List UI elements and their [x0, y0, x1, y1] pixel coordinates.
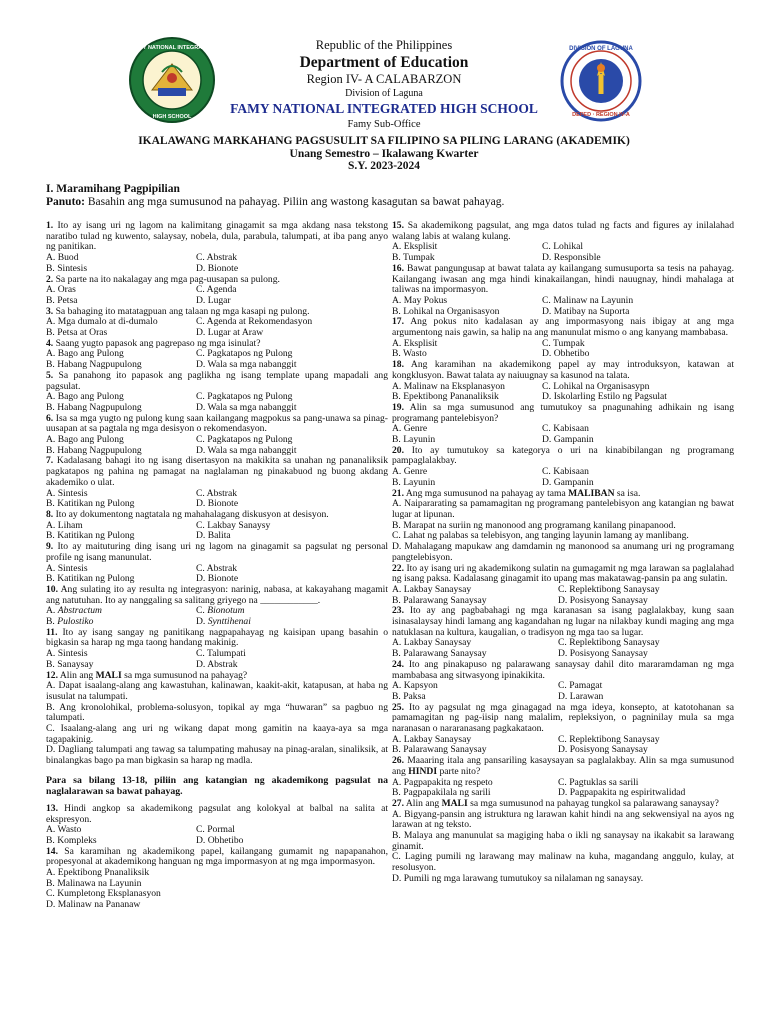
answer-option[interactable]: B. Malinawa na Layunin	[46, 877, 142, 889]
question-item	[392, 703, 734, 757]
answer-option[interactable]: D. Posisyong Sanaysay	[558, 648, 648, 660]
answer-options	[46, 285, 388, 306]
question-text	[392, 264, 734, 296]
question-stem: Ang mga sumusunod na pahayag ay tama MALIBAN sa isa.	[404, 487, 641, 499]
exam-school-year: S.Y. 2023-2024	[347, 160, 421, 172]
question-stem: Sa panahong ito papasok ang paglikha ng isang template upang mapadali ang pagsulat.	[46, 369, 388, 392]
question-text	[46, 371, 388, 392]
answer-option[interactable]: B. Pagpapakilala ng sarili	[392, 787, 491, 799]
question-text	[46, 456, 388, 488]
question-number: 15.	[392, 220, 404, 231]
answer-option[interactable]: A. Kapsyon	[392, 680, 438, 692]
division-seal-logo	[560, 40, 648, 128]
answer-option[interactable]: A. Oras	[46, 284, 76, 296]
answer-option-text: Pulostiko	[57, 616, 94, 628]
answer-options	[392, 242, 734, 263]
answer-options	[46, 521, 388, 542]
svg-text:DIVISION OF LAGUNA: DIVISION OF LAGUNA	[569, 46, 633, 52]
question-item	[46, 628, 388, 671]
question-text	[392, 756, 734, 777]
question-text	[46, 804, 388, 825]
answer-option[interactable]: B. Petsa at Oras	[46, 327, 108, 339]
directions-label: Panuto:	[46, 196, 85, 208]
answer-option[interactable]: A. Buod	[46, 252, 79, 264]
question-item	[392, 360, 734, 403]
section-instruction: Para sa bilang 13-18, piliin ang katangian ng akademikong pagsulat na naglalarawan sa bawat pahayag.	[46, 774, 388, 797]
question-stem: Ito ay isang uri ng akademikong sulatin na gumagamit ng mga larawan sa paglalahad ng isang paksa. Kadalasang ginagamit ito upang mas makatawag-pansin pa ang sulatin.	[392, 562, 734, 585]
question-stem: Ang sulating ito ay resulta ng integrasyon: narinig, nabasa, at kakayahang magamit ang natutuhan. Ito ay nanggaling sa salitang griyego na ____________.	[46, 583, 388, 606]
answer-option[interactable]: D. Abstrak	[196, 658, 238, 670]
svg-text:FAMY NATIONAL INTEGRATED: FAMY NATIONAL INTEGRATED	[131, 45, 213, 51]
answer-option[interactable]: C. Agenda at Rekomendasyon	[196, 316, 313, 328]
question-stem: Sa parte na ito nakalagay ang mga pag-uusapan sa pulong.	[53, 273, 280, 285]
answer-options	[46, 606, 388, 627]
answer-option[interactable]: B. Katitikan ng Pulong	[46, 573, 135, 585]
answer-option[interactable]: B. Paksa	[392, 690, 426, 702]
answer-option[interactable]: C. Abstrak	[196, 562, 238, 574]
question-stem: Sa karamihan ng akademikong papel, kailangang gumamit ng napapanahon, propesyonal at akademikong hanguan ng mga impormasyon at ng mga impormasyon.	[46, 845, 388, 868]
answer-option[interactable]: A. Epektibong Pnanaliksik	[46, 867, 150, 879]
answer-option[interactable]: A. Genre	[392, 466, 428, 478]
question-stem: Isa sa mga yugto ng pulong kung saan kailangang magpokus sa pang-unawa sa pinag-uusapan at sa pagtala ng mga desisyon o rekomendasyon.	[46, 412, 388, 435]
question-number: 27.	[392, 797, 404, 809]
question-item	[46, 371, 388, 414]
answer-option[interactable]: B. Sanaysay	[46, 658, 94, 670]
question-stem: Maaaring itala ang pansariling kasaysayan sa paglalakbay. Alin sa mga sumusunod ang HINDI parte nito?	[392, 755, 734, 777]
department-line: Department of Education	[299, 54, 469, 71]
school-name: FAMY NATIONAL INTEGRATED HIGH SCHOOL	[230, 101, 538, 116]
answer-option[interactable]: C. Pamagat	[558, 680, 603, 692]
question-number: 18.	[392, 359, 404, 371]
answer-options	[392, 735, 734, 756]
answer-option[interactable]: A. Dapat isaalang-alang ang kawastuhan, kalinawan, kaakit-akit, katapusan, at haba ng isusulat na talumpati.	[46, 680, 388, 702]
right-question-column	[392, 221, 734, 885]
answer-options	[46, 489, 388, 510]
question-item	[46, 671, 388, 767]
question-item	[46, 585, 388, 628]
section-header	[46, 183, 504, 209]
answer-option[interactable]: B. Habang Nagpupulong	[46, 359, 142, 371]
answer-option[interactable]: C. Pagkatapos ng Pulong	[196, 434, 293, 446]
left-question-column	[46, 221, 388, 911]
question-number: 5.	[46, 369, 54, 381]
answer-option[interactable]: D. Matibay na Suporta	[542, 305, 630, 317]
answer-options	[392, 382, 734, 403]
answer-option[interactable]: B. Malaya ang manunulat sa magiging haba o ikli ng sanaysay na ikakabit sa larawang ginamit.	[392, 830, 734, 852]
question-number: 10.	[46, 583, 58, 595]
question-number: 12.	[46, 669, 58, 681]
answer-option[interactable]: A. Lakbay Sanaysay	[392, 733, 472, 745]
question-number: 17.	[392, 316, 404, 328]
question-text	[46, 585, 388, 606]
answer-option-list	[392, 810, 734, 885]
answer-option[interactable]: B. Ang kronolohikal, problema-solusyon, topikal ay mga “huwaran” sa pagbuo ng talumpati.	[46, 701, 388, 724]
answer-option[interactable]: C. Malinaw na Layunin	[542, 294, 634, 306]
exam-semester: Unang Semestro – Ikalawang Kwarter	[289, 147, 479, 160]
question-number: 8.	[46, 508, 54, 520]
question-text	[392, 317, 734, 338]
question-text	[392, 446, 734, 467]
question-stem: Ito ay ang pagbabahagi ng mga karanasan sa isang paglalakbay, kung saan isinasalaysay hindi lamang ang kagandahan ng lugar na nilakbay kundi maging ang mga natuklasan na kultura, kaugalian, o tradisyon ng mga tao sa lugar.	[392, 605, 734, 638]
answer-option[interactable]: D. Mahalagang mapukaw ang damdamin ng manonood sa anumang uri ng programang pangtelebisyon.	[392, 541, 734, 563]
answer-option[interactable]: D. Bionote	[196, 262, 239, 274]
answer-option[interactable]: A. Bigyang-pansin ang istruktura ng larawan kahit hindi na ang sekwensiyal na ayos ng larawan at ng teksto.	[392, 808, 734, 831]
answer-option[interactable]: C. Kabisaan	[542, 466, 589, 478]
question-number: 23.	[392, 605, 404, 617]
answer-option[interactable]: D. Lugar at Araw	[196, 327, 264, 339]
answer-option[interactable]: A. Liham	[46, 519, 83, 531]
question-stem: Ang pokus nito kadalasan ay ang impormasyong nais ibigay at ang mga argumentong nais gawin, sa halip na ang manunulat mismo o ang kanyang mambabasa.	[392, 316, 734, 339]
question-stem: Alin ang MALI sa mga sumusunod na pahayag tungkol sa palarawang sanaysay?	[404, 797, 719, 809]
question-text	[392, 221, 734, 242]
answer-option[interactable]: D. Pagpapakita ng espiritwalidad	[558, 787, 686, 799]
answer-option[interactable]: D. Balita	[196, 530, 231, 542]
answer-option[interactable]: B. Wasto	[392, 348, 427, 360]
answer-option-text: Abstractum	[57, 605, 102, 617]
question-item	[46, 307, 388, 339]
answer-option[interactable]: C. Pagkatapos ng Pulong	[196, 391, 293, 403]
question-text	[392, 403, 734, 424]
question-text	[46, 847, 388, 868]
answer-option[interactable]: A. Pagpapakita ng respeto	[392, 776, 493, 788]
question-stem: Alin ang MALI sa mga sumusunod na pahayag?	[58, 669, 248, 681]
suboffice-line: Famy Sub-Office	[347, 119, 421, 130]
answer-option[interactable]: C. Lahat ng palabas sa telebisyon, ang tanging layunin lamang ay manlibang.	[392, 530, 689, 542]
answer-option[interactable]: D. Responsible	[542, 252, 601, 264]
answer-option[interactable]: A. Genre	[392, 423, 428, 435]
question-number: 24.	[392, 658, 404, 670]
answer-option[interactable]: C. Replektibong Sanaysay	[558, 637, 660, 649]
question-stem: Ito ay pagsulat ng mga ginagagad na mga ideya, konsepto, at katotohanan sa pamamagitan ng pag-iisip nang malalim, repleksiyon, o pagninilay mula sa mga naranasan o nararanasang pagkakataon.	[392, 701, 734, 735]
svg-text:DEPED · REGION IV-A: DEPED · REGION IV-A	[572, 112, 630, 118]
question-stem: Ito ay isang uri ng lagom na kalimitang ginagamit sa mga akdang nasa tekstong naratibo tulad ng kuwento, salaysay, nobela, dula, parabula, talumpati, at iba pang anyo ng panitikan.	[46, 220, 388, 253]
question-item	[392, 564, 734, 607]
answer-option[interactable]: D. Posisyong Sanaysay	[558, 594, 648, 606]
answer-option[interactable]: C. Replektibong Sanaysay	[558, 733, 660, 745]
answer-option[interactable]: C. Tumpak	[542, 337, 585, 349]
answer-option[interactable]: D. Obhetibo	[542, 348, 590, 360]
answer-option[interactable]: B. Petsa	[46, 294, 78, 306]
answer-option[interactable]: D. Dagliang talumpati ang tawag sa talumpating mahusay na pinag-aralan, sinaliksik, at binalangkas bago pa man bigkasin sa harap ng madla.	[46, 744, 388, 767]
answer-options	[392, 638, 734, 659]
answer-option[interactable]: B. Katitikan ng Pulong	[46, 498, 135, 510]
answer-option[interactable]: C. Agenda	[196, 284, 237, 296]
division-line: Division of Laguna	[345, 88, 423, 99]
question-text	[392, 360, 734, 381]
question-stem: Ito ay maituturing ding isang uri ng lagom na ginagamit sa pagsulat ng personal profile ng isang manunulat.	[46, 541, 388, 563]
region-line: Region IV- A CALABARZON	[306, 72, 462, 86]
answer-option[interactable]: D. Lugar	[196, 294, 231, 306]
question-stem: Ang karamihan na akademikong papel ay may introduksyon, katawan at kongklusyon. Bawat talata ay naiuugnay sa kasunod na talata.	[392, 359, 734, 381]
question-text	[46, 221, 388, 253]
answer-options	[46, 564, 388, 585]
answer-option[interactable]: A. Sintesis	[46, 648, 88, 660]
question-item	[392, 317, 734, 360]
answer-option[interactable]: B. Lohikal na Organisasyon	[392, 305, 500, 317]
answer-option[interactable]: B. Tumpak	[392, 252, 435, 264]
answer-options	[46, 317, 388, 338]
document-header	[0, 0, 768, 135]
answer-options	[46, 825, 388, 846]
question-number: 20.	[392, 444, 404, 456]
exam-title-block	[0, 135, 768, 173]
answer-option[interactable]: B. Marapat na suriin ng manonood ang programang kanilang pinapanood.	[392, 519, 676, 531]
question-number: 14.	[46, 845, 58, 857]
question-number: 16.	[392, 262, 404, 274]
answer-option[interactable]: C. Pagtuklas sa sarili	[558, 776, 639, 788]
answer-options	[392, 296, 734, 317]
question-number: 22.	[392, 562, 404, 574]
answer-option[interactable]: A. Naipararating sa pamamagitan ng programang pantelebisyon ang katangian ng bawat lugar at lipunan.	[392, 498, 734, 520]
answer-option[interactable]: C. Kabisaan	[542, 423, 589, 435]
answer-option[interactable]: B. Layunin	[392, 434, 436, 446]
answer-option[interactable]: D. Pumili ng mga larawang tumutukoy sa nilalaman ng sanaysay.	[392, 872, 644, 884]
answer-option[interactable]: B. Sintesis	[46, 262, 88, 274]
question-item	[46, 339, 388, 371]
answer-options	[392, 424, 734, 445]
question-number: 3.	[46, 305, 54, 317]
question-item	[46, 414, 388, 457]
answer-option[interactable]: D. Wala sa mga nabanggit	[196, 401, 297, 413]
answer-option[interactable]: D. Bionote	[196, 498, 239, 510]
answer-options	[46, 253, 388, 274]
question-number: 21.	[392, 487, 404, 499]
answer-option-list	[392, 499, 734, 563]
question-number: 1.	[46, 220, 54, 231]
answer-option[interactable]: B. Palarawang Sanaysay	[392, 744, 487, 756]
answer-options	[392, 339, 734, 360]
svg-text:HIGH SCHOOL: HIGH SCHOOL	[152, 114, 192, 120]
question-stem: Sa bahaging ito matatagpuan ang talaan ng mga kasapi ng pulong.	[53, 305, 310, 317]
question-item	[46, 804, 388, 847]
question-item	[392, 660, 734, 703]
answer-option[interactable]: C. Lohikal na Organisasypn	[542, 380, 650, 392]
question-text	[46, 542, 388, 563]
answer-options	[392, 778, 734, 799]
question-item	[46, 542, 388, 585]
question-stem: Sa akademikong pagsulat, ang mga datos tulad ng facts and figures ay inilalahad walang labis at walang kulang.	[392, 220, 734, 242]
answer-option[interactable]: D. Wala sa mga nabanggit	[196, 444, 297, 456]
answer-option[interactable]: C. Kumpletong Eksplanasyon	[46, 888, 161, 900]
question-stem: Ito ay tumutukoy sa kategorya o uri na kinabibilangan ng programang pampaglalakbay.	[392, 444, 734, 467]
answer-option[interactable]: B. Palarawang Sanaysay	[392, 594, 487, 606]
answer-option[interactable]: D. Iskolarling Estilo ng Pagsulat	[542, 391, 667, 403]
answer-option[interactable]: A. Wasto	[46, 824, 82, 836]
question-number: 13.	[46, 802, 58, 814]
answer-option[interactable]: C. Pagkatapos ng Pulong	[196, 348, 293, 360]
question-stem: Alin sa mga sumusunod ang tumutukoy sa pnagunahing adhikain ng isang programang pantelebisyon?	[392, 401, 734, 424]
question-stem: Saang yugto papasok ang pagrepaso ng mga isinulat?	[53, 337, 261, 349]
question-stem: Ito ay dokumentong nagtatala ng mahahalagang diskusyon at desisyon.	[53, 508, 329, 520]
answer-option[interactable]: D. Larawan	[558, 690, 604, 702]
question-stem: Hindi angkop sa akademikong pagsulat ang kolokyal at balbal na salita at ekspresyon.	[46, 802, 388, 825]
exam-title: IKALAWANG MARKAHANG PAGSUSULIT SA FILIPINO SA PILING LARANG (AKADEMIK)	[138, 135, 630, 147]
question-item	[392, 446, 734, 489]
answer-option[interactable]: A. May Pokus	[392, 294, 448, 306]
question-number: 25.	[392, 701, 404, 713]
question-item	[392, 264, 734, 318]
answer-option[interactable]: D. Posisyong Sanaysay	[558, 744, 648, 756]
question-text	[46, 414, 388, 435]
answer-option[interactable]: C. Abstrak	[196, 487, 238, 499]
question-text	[392, 703, 734, 735]
question-item	[392, 489, 734, 564]
answer-option[interactable]: B. Palarawang Sanaysay	[392, 648, 487, 660]
answer-option[interactable]: A. Bago ang Pulong	[46, 391, 124, 403]
answer-option[interactable]: A. Eksplisit	[392, 337, 438, 349]
question-stem: Ito ay isang sangay ng panitikang nagpapahayag ng kaisipan upang basahin o bigkasin sa harap ng mga taong handang makinig.	[46, 626, 388, 649]
answer-options	[46, 392, 388, 413]
directions-text: Basahin ang mga sumusunod na pahayag. Piliin ang wastong kasagutan sa bawat pahayag.	[84, 196, 505, 208]
answer-option[interactable]: A. Abstractum	[46, 605, 102, 617]
answer-option[interactable]: D. Obhetibo	[196, 834, 244, 846]
question-item	[392, 756, 734, 799]
answer-options	[46, 349, 388, 370]
answer-option[interactable]: A. Bago ang Pulong	[46, 434, 124, 446]
question-number: 11.	[46, 626, 58, 638]
question-number: 19.	[392, 401, 404, 413]
question-number: 9.	[46, 541, 54, 553]
question-number: 2.	[46, 273, 54, 285]
answer-option[interactable]: B. Kompleks	[46, 834, 97, 846]
answer-options	[46, 435, 388, 456]
question-stem: Bawat pangungusap at bawat talata ay kailangang sumusuporta sa tesis na pahayag. Kailangang iwasan ang mga hindi kinakailangan, hindi nauugnay, hindi mahalaga at taliwas na impormasyon.	[392, 262, 734, 296]
question-number: 4.	[46, 337, 54, 349]
question-item	[392, 221, 734, 264]
directions	[46, 196, 504, 209]
answer-option[interactable]: A. Eksplisit	[392, 241, 438, 253]
answer-option[interactable]: A. Sintesis	[46, 562, 88, 574]
question-number: 26.	[392, 755, 404, 767]
answer-option[interactable]: C. Pormal	[196, 824, 235, 836]
answer-option[interactable]: A. Lakbay Sanaysay	[392, 583, 472, 595]
question-item	[392, 403, 734, 446]
answer-option-text: Bionotum	[207, 605, 245, 617]
answer-option[interactable]: B. Pulostiko	[46, 616, 94, 628]
answer-option[interactable]: B. Layunin	[392, 476, 436, 488]
answer-option[interactable]: C. Laging pumili ng larawang may malinaw na kuha, magandang anggulo, kulay, at resolusyon.	[392, 851, 734, 874]
answer-option[interactable]: D. Bionote	[196, 573, 239, 585]
answer-option[interactable]: A. Sintesis	[46, 487, 88, 499]
answer-option[interactable]: B. Katitikan ng Pulong	[46, 530, 135, 542]
answer-options	[392, 585, 734, 606]
question-text	[392, 564, 734, 585]
section-title: I. Maramihang Pagpipilian	[46, 183, 180, 195]
question-number: 7.	[46, 455, 54, 467]
question-text	[392, 606, 734, 638]
answer-option[interactable]: B. Habang Nagpupulong	[46, 444, 142, 456]
answer-options	[392, 681, 734, 702]
answer-option[interactable]: D. Malinaw na Pananaw	[46, 899, 141, 911]
answer-option-text: Synttihenai	[207, 616, 251, 628]
answer-option[interactable]: D. Gampanin	[542, 434, 594, 446]
question-item	[46, 456, 388, 510]
question-item	[392, 799, 734, 885]
answer-option[interactable]: C. Replektibong Sanaysay	[558, 583, 660, 595]
answer-option[interactable]: B. Habang Nagpupulong	[46, 401, 142, 413]
answer-option-list	[46, 868, 388, 911]
answer-option[interactable]: C. Lohikal	[542, 241, 584, 253]
answer-option[interactable]: C. Talumpati	[196, 648, 246, 660]
answer-options	[392, 467, 734, 488]
question-item	[46, 847, 388, 911]
answer-option[interactable]: C. Isaalang-alang ang uri ng wikang dapat mong gamitin na kaaya-aya sa mga tagapakinig.	[46, 723, 388, 745]
question-item	[46, 221, 388, 275]
answer-options	[46, 649, 388, 670]
answer-option[interactable]: C. Abstrak	[196, 252, 238, 264]
republic-line: Republic of the Philippines	[315, 38, 453, 52]
answer-option[interactable]: A. Malinaw na Eksplanasyon	[392, 380, 505, 392]
answer-option[interactable]: B. Epektibong Pananaliksik	[392, 391, 499, 403]
answer-option[interactable]: C. Lakbay Sanaysy	[196, 519, 271, 531]
answer-option[interactable]: D. Gampanin	[542, 476, 594, 488]
question-item	[46, 275, 388, 307]
question-stem: Ito ang pinakapuso ng palarawang sanaysay dahil dito mararamdaman ng mga mambabasa ang sitwasyong ipinakikita.	[392, 658, 734, 681]
answer-option[interactable]: D. Wala sa mga nabanggit	[196, 359, 297, 371]
question-text	[392, 660, 734, 681]
answer-option[interactable]: A. Lakbay Sanaysay	[392, 637, 472, 649]
answer-option[interactable]: D. Synttihenai	[196, 616, 251, 628]
answer-option[interactable]: A. Bago ang Pulong	[46, 348, 124, 360]
question-number: 6.	[46, 412, 54, 424]
question-text	[46, 628, 388, 649]
answer-option[interactable]: C. Bionotum	[196, 605, 245, 617]
question-item	[46, 510, 388, 542]
question-item	[392, 606, 734, 660]
answer-option[interactable]: A. Mga dumalo at di-dumalo	[46, 316, 158, 328]
question-stem: Kadalasang bahagi ito ng isang disertasyon na makikita sa unahan ng pananaliksik pagkatapos ng pahina ng pamagat na naglalaman ng pinakabuod ng buong akdang akademiko o ulat.	[46, 455, 388, 488]
answer-option-list	[46, 681, 388, 767]
